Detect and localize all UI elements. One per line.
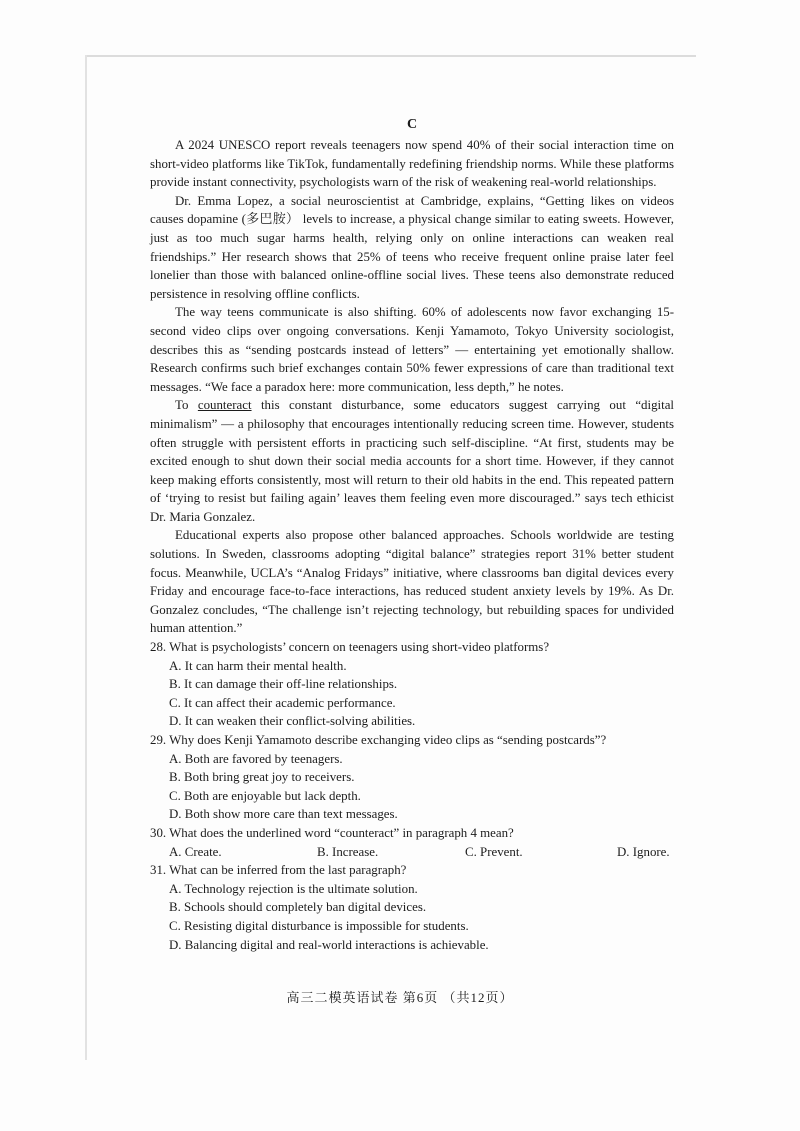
paragraph-4-body: this constant disturbance, some educators suggest carrying out “digital minimalism” — a philosophy that encourages intentionally reducing screen time. However, students often struggle with persistent efforts in practicing such self-discipline. “At first, students may be excited enough to shut down their social media accounts for a short time. However, if they cannot keep making efforts consistently, most will return to their old habits in the end. This repeated pattern of ‘trying to resist but failing again’ leaves them feeling even more discouraged.” says tech ethicist Dr. Maria Gonzalez.	[150, 398, 674, 524]
question-29	[150, 731, 674, 824]
underlined-word: counteract	[197, 398, 252, 413]
option-a[interactable]: A. Technology rejection is the ultimate solution.	[169, 881, 418, 896]
question-30	[150, 824, 674, 861]
option-d[interactable]: D. Balancing digital and real-world interactions is achievable.	[169, 937, 489, 952]
passage-paragraph-4	[150, 396, 674, 526]
paragraph-4-lead: To	[175, 398, 198, 413]
question-stem: 30. What does the underlined word “counteract” in paragraph 4 mean?	[150, 825, 514, 840]
option-d[interactable]: D. Ignore.	[617, 844, 670, 859]
option-b[interactable]: B. Both bring great joy to receivers.	[169, 770, 355, 785]
question-31	[150, 861, 674, 954]
scan-border-left	[85, 55, 87, 1060]
question-stem: 28. What is psychologists’ concern on teenagers using short-video platforms?	[150, 640, 550, 655]
option-a[interactable]: A. It can harm their mental health.	[169, 658, 347, 673]
option-b[interactable]: B. Schools should completely ban digital devices.	[169, 900, 427, 915]
option-c[interactable]: C. Prevent.	[465, 844, 523, 859]
section-heading: C	[406, 117, 418, 132]
question-28	[150, 638, 674, 731]
question-stem: 29. Why does Kenji Yamamoto describe exchanging video clips as “sending postcards”?	[150, 733, 607, 747]
option-d[interactable]: D. Both show more care than text messages.	[169, 807, 398, 822]
scan-border-top	[86, 55, 696, 57]
option-c[interactable]: C. It can affect their academic performance.	[169, 695, 396, 710]
passage-paragraph-2: Dr. Emma Lopez, a social neuroscientist at Cambridge, explains, “Getting likes on videos causes dopamine (多巴胺） levels to increase, a physical change similar to eating sweets. However, just as too much sugar harms health, relying only on online interactions can weaken real friendships.” Her research shows that 25% of teens who receive frequent online praise later feel lonelier than those with balanced online-offline social lives. These teens also demonstrate reduced persistence in resolving offline conflicts.	[150, 193, 674, 301]
option-c[interactable]: C. Both are enjoyable but lack depth.	[169, 788, 361, 803]
option-b[interactable]: B. It can damage their off-line relationships.	[169, 677, 398, 692]
option-d[interactable]: D. It can weaken their conflict-solving abilities.	[169, 714, 416, 729]
option-a[interactable]: A. Create.	[169, 844, 222, 859]
passage-paragraph-3: The way teens communicate is also shifting. 60% of adolescents now favor exchanging 15-second video clips over ongoing conversations. Kenji Yamamoto, Tokyo University sociologist, describes this as “sending postcards instead of letters” — entertaining yet emotionally shallow. Research confirms such brief exchanges contain 50% fewer expressions of care than traditional text messages. “We face a paradox here: more communication, less depth,” he notes.	[150, 305, 674, 394]
options-row	[169, 843, 674, 862]
exam-page	[150, 116, 674, 954]
option-c[interactable]: C. Resisting digital disturbance is impossible for students.	[169, 918, 469, 933]
option-b[interactable]: B. Increase.	[317, 844, 379, 859]
question-stem: 31. What can be inferred from the last paragraph?	[150, 863, 407, 878]
option-a[interactable]: A. Both are favored by teenagers.	[169, 751, 343, 766]
page-footer: 高三二模英语试卷 第6页 （共12页）	[286, 990, 514, 1005]
passage-paragraph-5: Educational experts also propose other balanced approaches. Schools worldwide are testing solutions. In Sweden, classrooms adopting “digital balance” strategies report 31% better student focus. Meanwhile, UCLA’s “Analog Fridays” initiative, where classrooms ban digital devices every Friday and encourage face-to-face interactions, has reduced student anxiety levels by 19%. As Dr. Gonzalez concludes, “The challenge isn’t rejecting technology, but rebuilding spaces for undivided human attention.”	[150, 528, 674, 636]
passage-paragraph-1: A 2024 UNESCO report reveals teenagers now spend 40% of their social interaction time on short-video platforms like TikTok, fundamentally redefining friendship norms. While these platforms provide instant connectivity, psychologists warn of the risk of weakening real-world relationships.	[150, 138, 674, 190]
